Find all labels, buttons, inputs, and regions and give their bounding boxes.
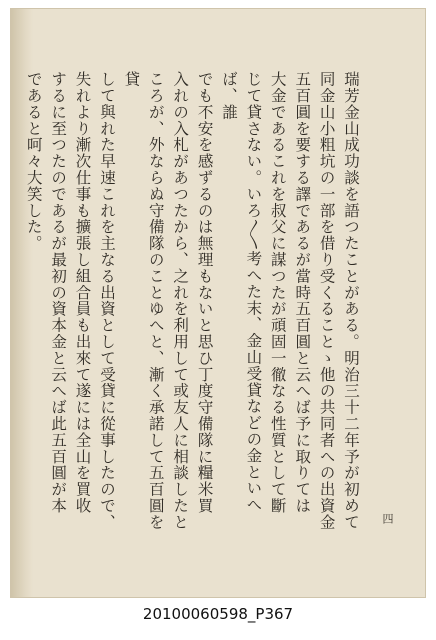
- text-line-8: ころが、外ならぬ守備隊のことゆへと、漸く承諾して五百圓を貸: [122, 71, 165, 531]
- text-line-11: するに至つたのであるが最初の資本金と云へば此五百圓が本: [49, 71, 68, 514]
- text-line-12: であると呵々大笑した。: [24, 71, 43, 252]
- text-line-7: 入れの入札があつたから、之れを利用して或友人に相談したと: [171, 71, 190, 531]
- text-line-9: して與れた早速これを主なる出資として受貸に從事したので、: [97, 71, 116, 531]
- image-caption: 20100060598_P367: [142, 605, 294, 623]
- text-line-1: 瑞芳金山成功談を語つたことがある。明治三十二年予が初めて: [342, 71, 360, 531]
- text-line-4: 大金であるこれを叔父に謀つたが頑固一徹なる性質として斷: [268, 71, 287, 514]
- vertical-text-block: [24, 71, 363, 541]
- text-line-6: でも不安を感ずるのは無理もないと思ひ丁度守備隊に糧米買: [195, 71, 214, 514]
- text-line-3: 五百圓を要する譯であるが當時五百圓と云へば予に取りては: [293, 71, 312, 514]
- page-number: 四: [381, 513, 394, 524]
- text-line-10: 失れより漸次仕事も擴張し組合員も出來て遂には全山を買收: [73, 71, 92, 514]
- text-line-5: じて貸さない。いろ〳〵考へた末、金山受貸などの金といへば、誰: [219, 71, 263, 513]
- book-page: [10, 8, 426, 598]
- text-line-2: 同金山小粗坑の一部を借り受くることゝ他の共同者への出資金: [317, 71, 336, 531]
